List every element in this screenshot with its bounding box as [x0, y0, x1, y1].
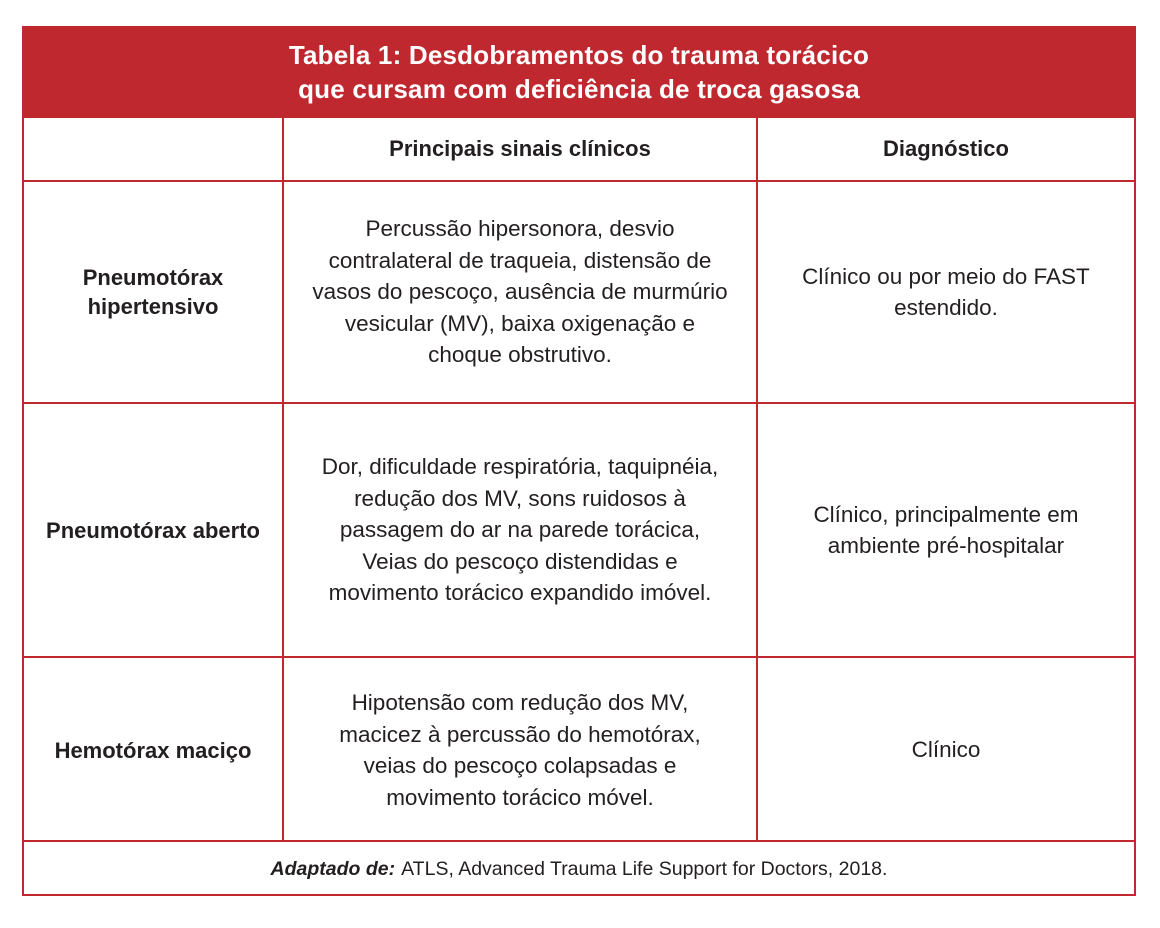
header-cell-signs: Principais sinais clínicos [284, 118, 758, 180]
row-condition: Hemotórax maciço [24, 658, 284, 842]
header-row [24, 116, 1134, 180]
row-diagnosis: Clínico, principalmente em ambiente pré-hospitalar [813, 501, 1079, 558]
table-row [24, 402, 1134, 656]
table-title [24, 28, 1134, 116]
row-condition: Pneumotórax hipertensivo [24, 182, 284, 402]
table-row [24, 656, 1134, 842]
table-frame [22, 26, 1136, 896]
header-cell-condition [24, 118, 284, 180]
row-condition: Pneumotórax aberto [24, 404, 284, 656]
table-grid [24, 116, 1134, 840]
row-signs: Percussão hipersonora, desvio contralateral de traqueia, distensão de vasos do pescoço, ausência de murmúrio vesicular (MV), baixa oxigenação e choque obstrutivo. [284, 182, 758, 402]
row-signs: Hipotensão com redução dos MV, macicez à percussão do hemotórax, veias do pescoço colapsadas e movimento torácico móvel. [284, 658, 758, 842]
table-title-line-2: que cursam com deficiência de troca gasosa [298, 74, 860, 104]
source-label: Adaptado de: [270, 857, 396, 880]
row-diagnosis: Clínico ou por meio do FAST estendido. [802, 263, 1090, 320]
row-signs: Dor, dificuldade respiratória, taquipnéia, redução dos MV, sons ruidosos à passagem do ar na parede torácica, Veias do pescoço distendidas e movimento torácico expandido imóvel. [284, 404, 758, 656]
table-row [24, 180, 1134, 402]
table-title-line-1: Tabela 1: Desdobramentos do trauma torácico [288, 40, 870, 70]
row-diagnosis: Clínico [911, 737, 981, 763]
header-cell-diagnosis: Diagnóstico [883, 136, 1009, 161]
source-text: ATLS, Advanced Trauma Life Support for Doctors, 2018. [401, 857, 888, 880]
table-source [24, 840, 1134, 896]
